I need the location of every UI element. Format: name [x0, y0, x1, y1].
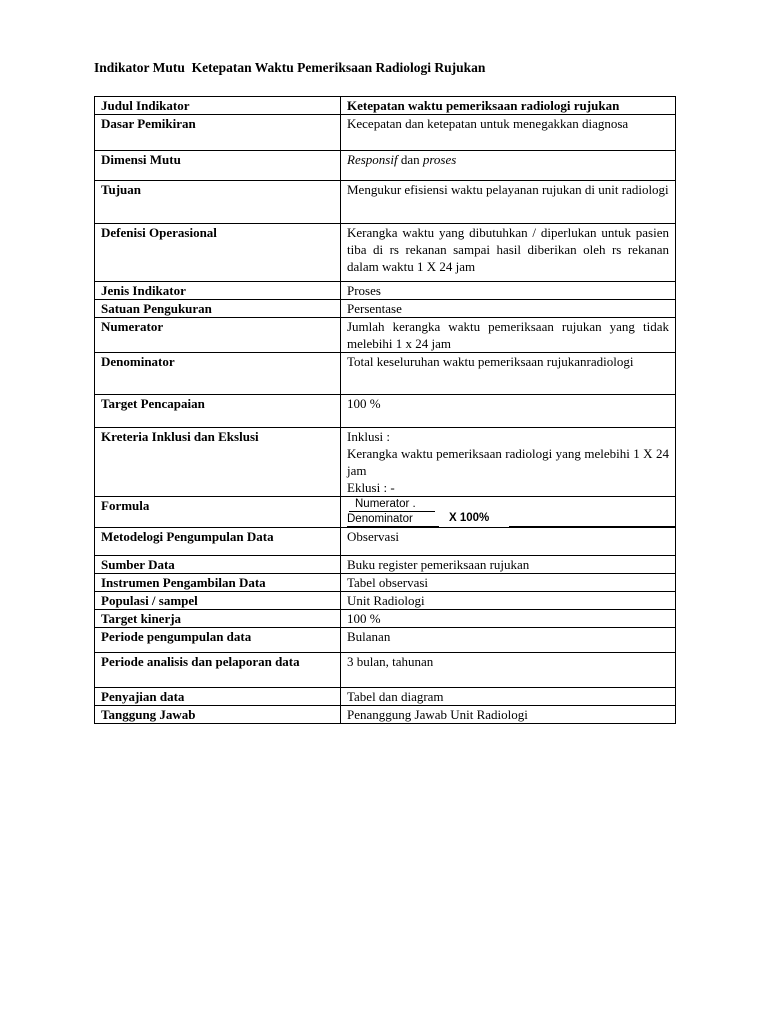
row-value: Kerangka waktu yang dibutuhkan / diperlukan untuk pasien tiba di rs rekanan sampai hasil diberikan oleh rs rekanan dalam waktu 1 X 24 jam — [341, 224, 676, 282]
formula-multiplier: X 100% — [449, 512, 490, 524]
table-row — [95, 181, 676, 224]
table-row — [95, 497, 676, 528]
row-label: Metodelogi Pengumpulan Data — [95, 528, 341, 556]
table-row — [95, 610, 676, 628]
table-row — [95, 151, 676, 181]
row-value — [341, 151, 676, 181]
row-value: Buku register pemeriksaan rujukan — [341, 556, 676, 574]
row-label: Defenisi Operasional — [95, 224, 341, 282]
formula-fraction — [347, 497, 416, 526]
row-label: Denominator — [95, 353, 341, 395]
table-row — [95, 97, 676, 115]
row-value: Kecepatan dan ketepatan untuk menegakkan diagnosa — [341, 115, 676, 151]
row-label: Jenis Indikator — [95, 282, 341, 300]
inclusion-label: Inklusi : — [347, 429, 390, 444]
row-label: Tanggung Jawab — [95, 706, 341, 724]
row-label: Tujuan — [95, 181, 341, 224]
table-row — [95, 592, 676, 610]
row-label: Dasar Pemikiran — [95, 115, 341, 151]
dimension-process: proses — [422, 152, 457, 167]
table-row — [95, 300, 676, 318]
row-value — [341, 428, 676, 497]
row-label: Judul Indikator — [95, 97, 341, 115]
formula-cell — [341, 497, 676, 528]
page-title: Indikator Mutu Ketepatan Waktu Pemeriksaan Radiologi Rujukan — [94, 60, 486, 75]
indicator-table — [94, 96, 676, 724]
row-value: 3 bulan, tahunan — [341, 653, 676, 688]
inclusion-text: Kerangka waktu pemeriksaan radiologi yang melebihi 1 X 24 jam — [347, 446, 669, 478]
row-value: Tabel dan diagram — [341, 688, 676, 706]
row-value: Mengukur efisiensi waktu pelayanan rujukan di unit radiologi — [341, 181, 676, 224]
fraction-bar — [349, 511, 435, 512]
row-value: Ketepatan waktu pemeriksaan radiologi rujukan — [341, 97, 676, 115]
table-row — [95, 428, 676, 497]
row-value: Unit Radiologi — [341, 592, 676, 610]
table-row — [95, 556, 676, 574]
row-value: 100 % — [341, 395, 676, 428]
row-label: Periode analisis dan pelaporan data — [95, 653, 341, 688]
table-row — [95, 688, 676, 706]
row-value: Persentase — [341, 300, 676, 318]
table-row — [95, 528, 676, 556]
table-row — [95, 395, 676, 428]
row-label: Populasi / sampel — [95, 592, 341, 610]
table-row — [95, 353, 676, 395]
row-label: Target kinerja — [95, 610, 341, 628]
row-value: Total keseluruhan waktu pemeriksaan rujukanradiologi — [341, 353, 676, 395]
denominator-underline — [347, 526, 439, 527]
table-row — [95, 224, 676, 282]
row-label: Formula — [95, 497, 341, 528]
exclusion-text: Eklusi : - — [347, 480, 395, 495]
row-value: Observasi — [341, 528, 676, 556]
table-row — [95, 574, 676, 592]
row-label: Periode pengumpulan data — [95, 628, 341, 653]
dimension-responsive: Responsif — [347, 152, 398, 167]
row-label: Instrumen Pengambilan Data — [95, 574, 341, 592]
row-value: 100 % — [341, 610, 676, 628]
table-row — [95, 628, 676, 653]
table-row — [95, 653, 676, 688]
row-label: Kreteria Inklusi dan Ekslusi — [95, 428, 341, 497]
row-label: Satuan Pengukuran — [95, 300, 341, 318]
row-label: Dimensi Mutu — [95, 151, 341, 181]
formula — [347, 497, 669, 527]
dimension-and: dan — [397, 152, 423, 167]
row-value: Bulanan — [341, 628, 676, 653]
formula-underline — [509, 526, 676, 527]
row-label: Penyajian data — [95, 688, 341, 706]
formula-numerator: Numerator . — [355, 498, 416, 510]
row-label: Target Pencapaian — [95, 395, 341, 428]
table-row — [95, 706, 676, 724]
row-value: Jumlah kerangka waktu pemeriksaan rujukan yang tidak melebihi 1 x 24 jam — [341, 318, 676, 353]
formula-denominator: Denominator — [347, 513, 413, 525]
table-row — [95, 282, 676, 300]
table-row — [95, 115, 676, 151]
row-value: Penanggung Jawab Unit Radiologi — [341, 706, 676, 724]
row-label: Sumber Data — [95, 556, 341, 574]
row-value: Proses — [341, 282, 676, 300]
table-row — [95, 318, 676, 353]
row-label: Numerator — [95, 318, 341, 353]
row-value: Tabel observasi — [341, 574, 676, 592]
